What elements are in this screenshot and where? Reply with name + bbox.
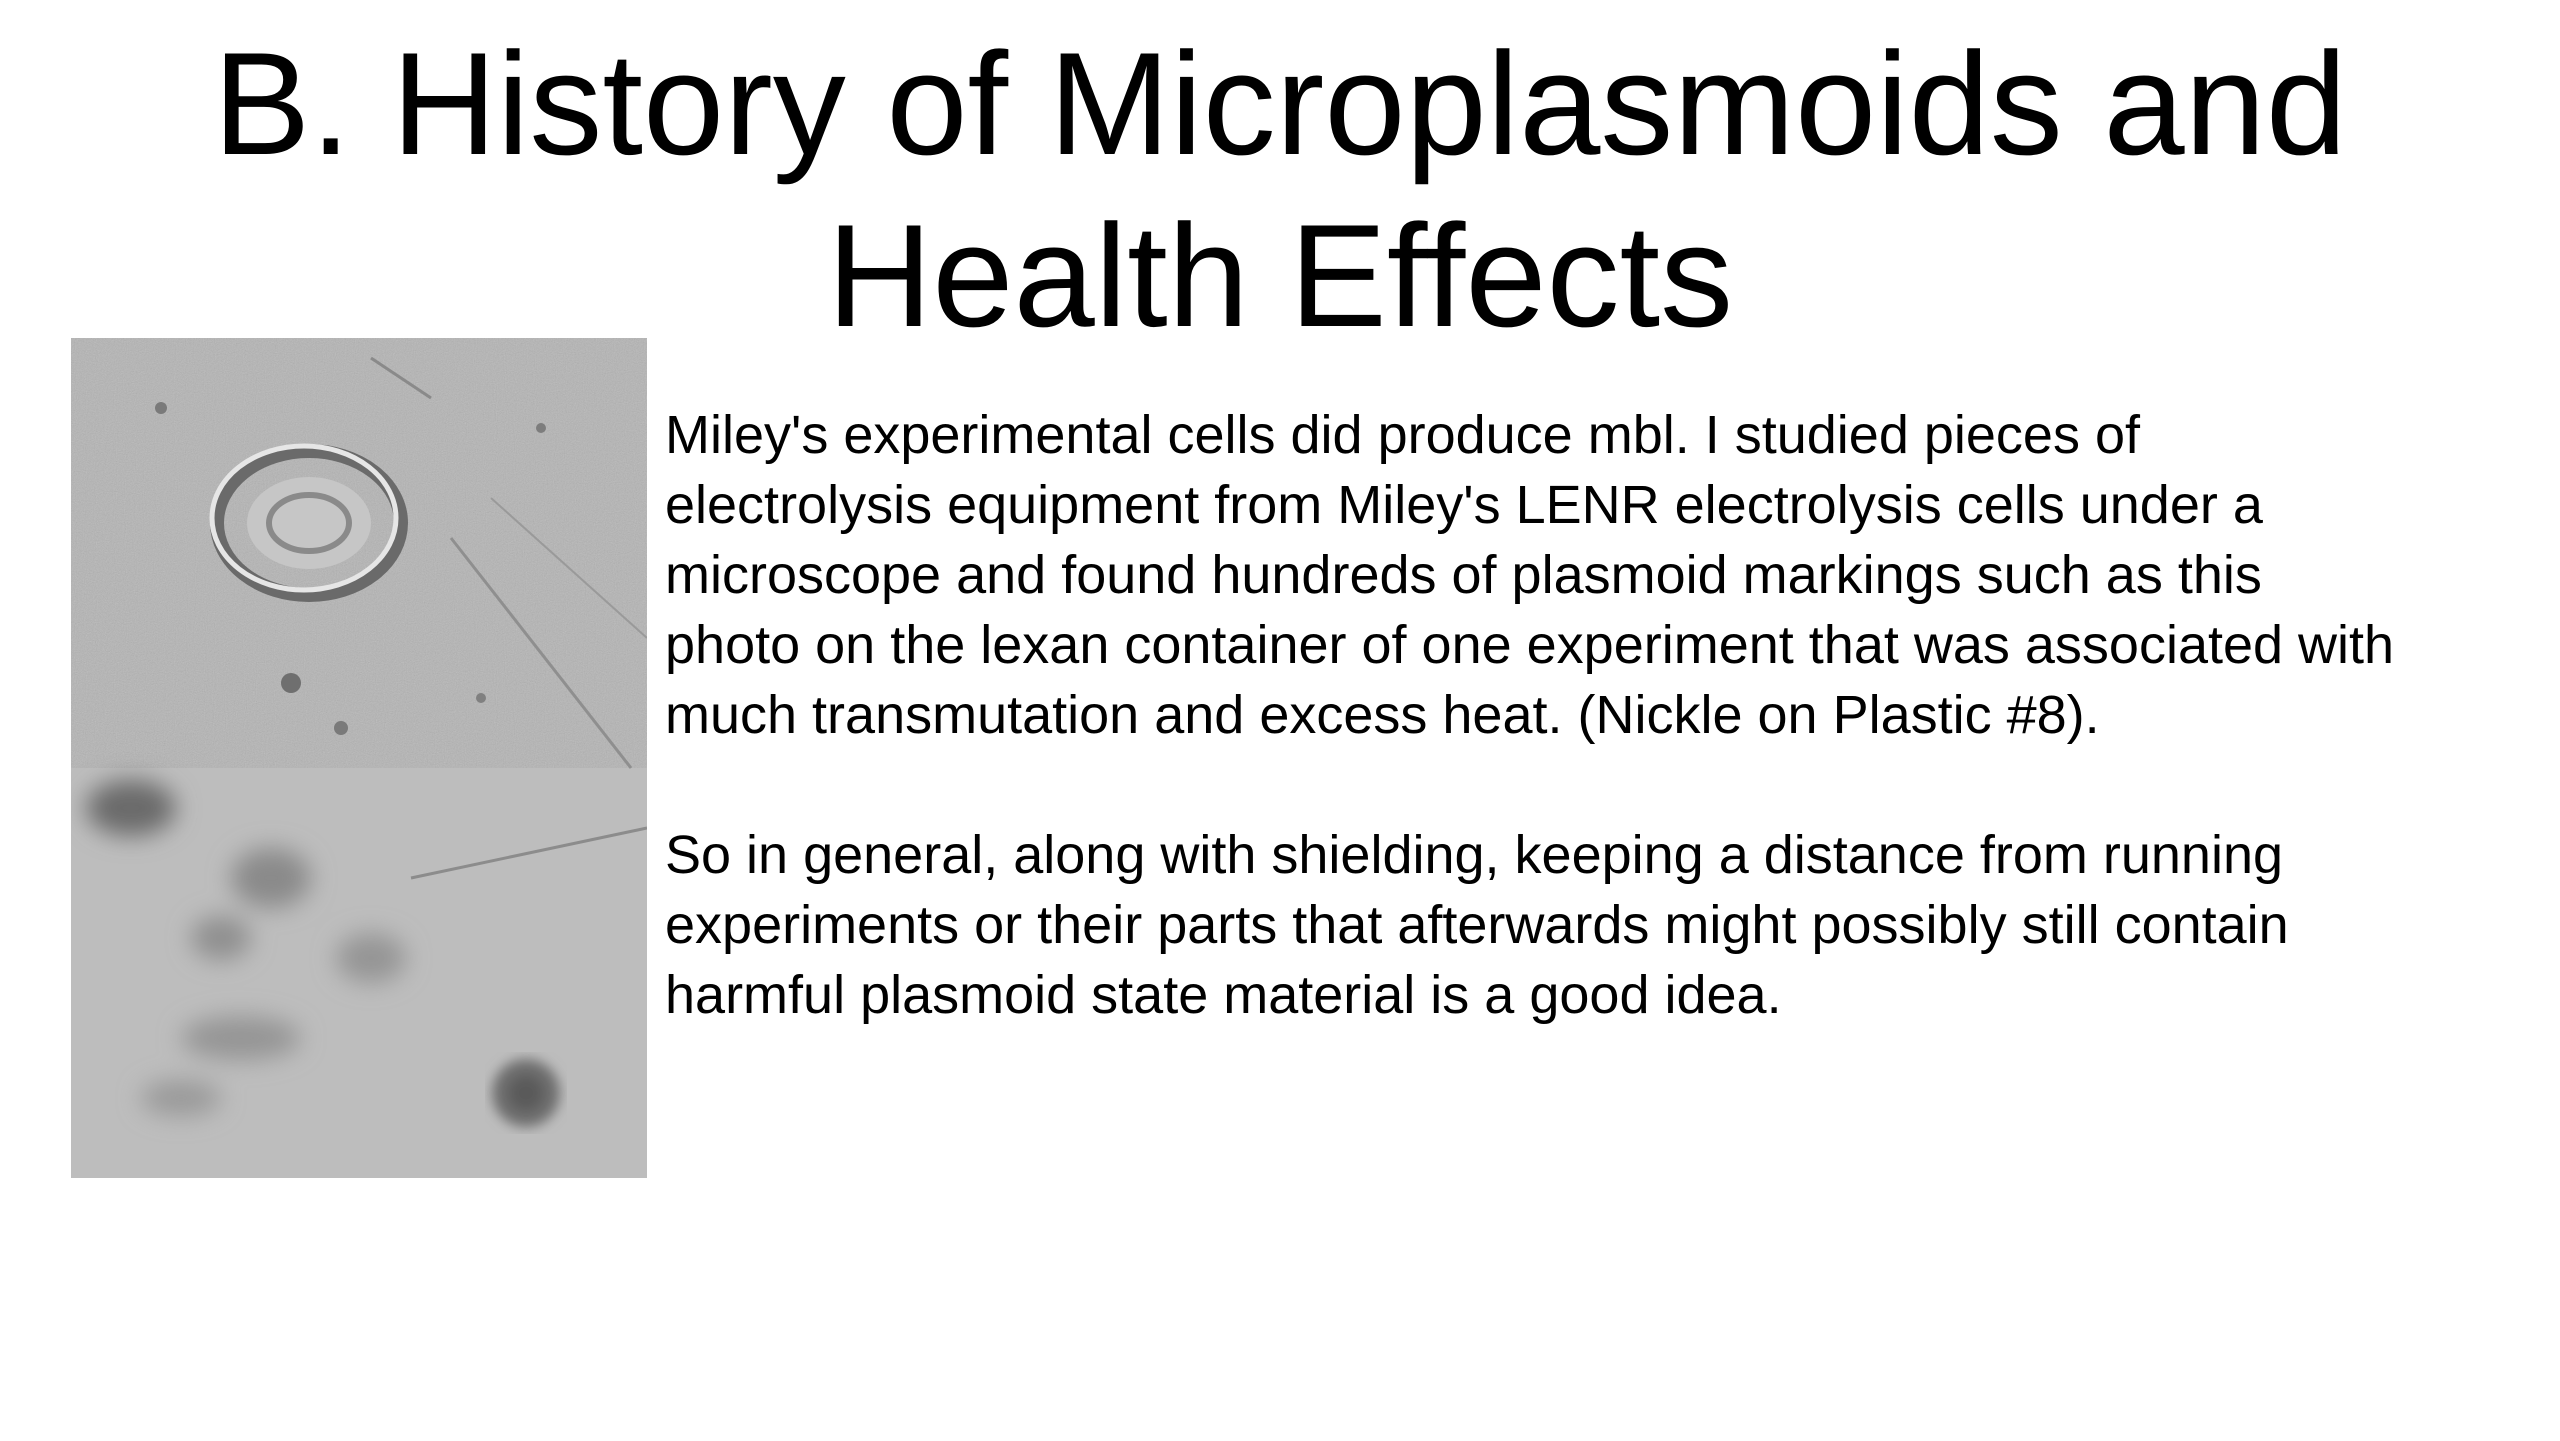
paragraph-2-line-2: experiments or their parts that afterwards might possibly still contain xyxy=(665,895,2289,955)
microscope-photo xyxy=(71,338,647,1178)
paragraph-1-line-4: photo on the lexan container of one experiment that was associated with xyxy=(665,615,2395,675)
paragraph-1-line-3: microscope and found hundreds of plasmoid markings such as this xyxy=(665,545,2262,605)
paragraph-2-line-1: So in general, along with shielding, keeping a distance from running xyxy=(665,825,2284,885)
title-line-2: Health Effects xyxy=(826,194,1734,357)
paragraph-2 xyxy=(665,820,2545,1030)
paragraph-1-line-1: Miley's experimental cells did produce mbl. I studied pieces of xyxy=(665,405,2141,465)
paragraph-2-line-3: harmful plasmoid state material is a good idea. xyxy=(665,965,1782,1025)
plasmoid-marking-image xyxy=(71,338,647,1178)
paragraph-1 xyxy=(665,400,2545,750)
paragraph-1-line-2: electrolysis equipment from Miley's LENR electrolysis cells under a xyxy=(665,475,2263,535)
slide-title xyxy=(0,18,2560,362)
paragraph-1-line-5: much transmutation and excess heat. (Nickle on Plastic #8). xyxy=(665,685,2100,745)
title-line-1: B. History of Microplasmoids and xyxy=(213,22,2347,185)
body-text xyxy=(665,400,2545,1100)
